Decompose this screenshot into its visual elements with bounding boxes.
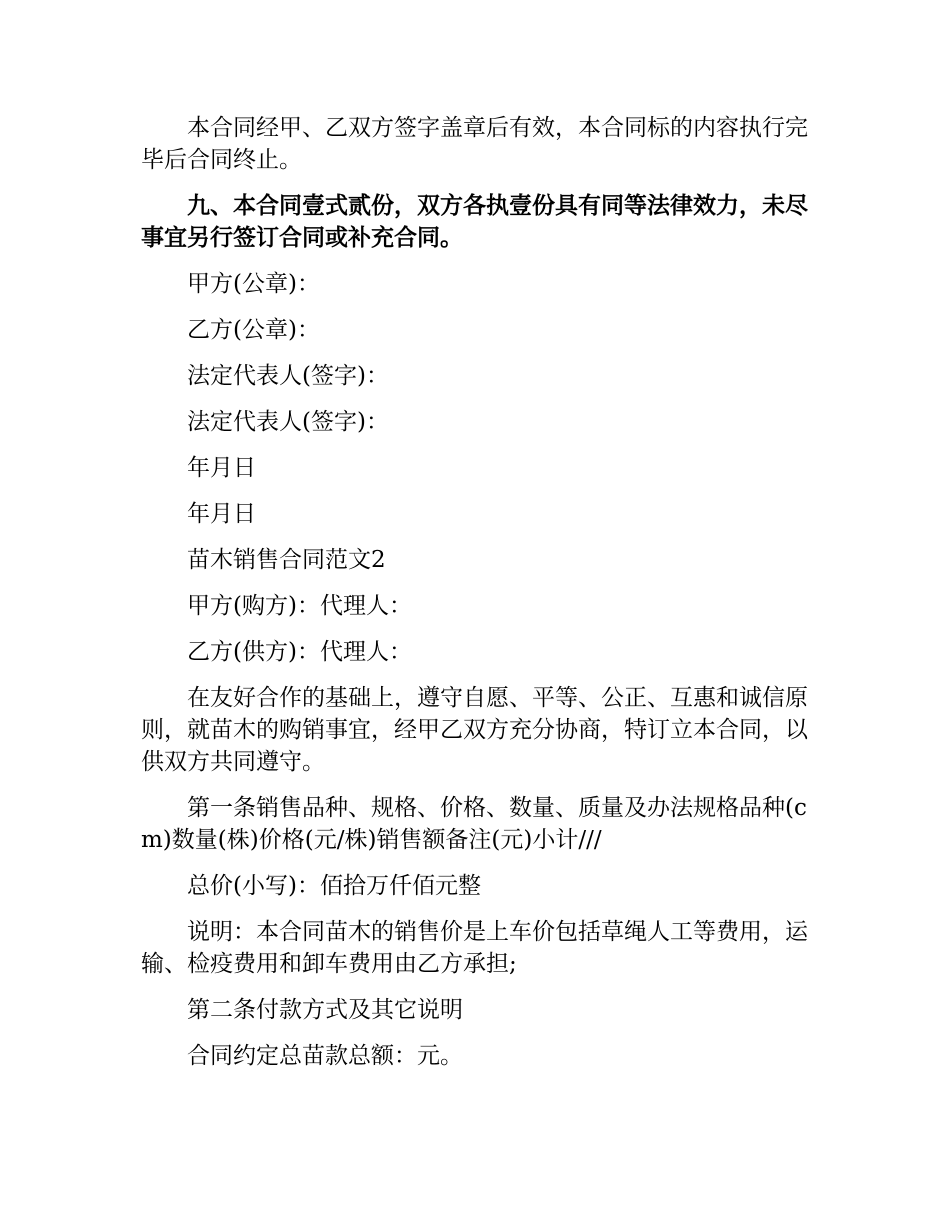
paragraph-party-a-buyer: 甲方(购方)：代理人：: [187, 593, 412, 619]
paragraph-legal-rep-a: 法定代表人(签字)：: [187, 363, 389, 389]
paragraph-date-b: 年月日: [187, 501, 256, 527]
paragraph-date-a: 年月日: [187, 455, 256, 481]
paragraph-party-b-supplier: 乙方(供方)：代理人：: [187, 639, 412, 665]
paragraph-effectiveness: 本合同经甲、乙双方签字盖章后有效，本合同标的内容执行完毕后合同终止。: [141, 115, 808, 173]
paragraph-party-b-seal: 乙方(公章)：: [187, 317, 320, 343]
paragraph-legal-rep-b: 法定代表人(签字)：: [187, 409, 389, 435]
paragraph-total-price: 总价(小写)：佰拾万仟佰元整: [187, 873, 481, 899]
paragraph-total-amount: 合同约定总苗款总额：元。: [187, 1043, 463, 1069]
paragraph-preamble: 在友好合作的基础上，遵守自愿、平等、公正、互惠和诚信原则，就苗木的购销事宜，经甲乙双方充分协商，特订立本合同，以供双方共同遵守。: [141, 685, 808, 775]
paragraph-contract-title: 苗木销售合同范文2: [187, 547, 386, 573]
paragraph-article-two: 第二条付款方式及其它说明: [187, 997, 463, 1023]
paragraph-party-a-seal: 甲方(公章)：: [187, 271, 320, 297]
paragraph-explanation: 说明：本合同苗木的销售价是上车价包括草绳人工等费用，运输、检疫费用和卸车费用由乙方承担;: [141, 919, 808, 977]
paragraph-article-one: 第一条销售品种、规格、价格、数量、质量及办法规格品种(cm)数量(株)价格(元/株)销售额备注(元)小计///: [141, 795, 807, 853]
document-page: [141, 112, 811, 1086]
paragraph-clause-nine: 九、本合同壹式贰份，双方各执壹份具有同等法律效力，未尽事宜另行签订合同或补充合同。: [141, 193, 808, 251]
